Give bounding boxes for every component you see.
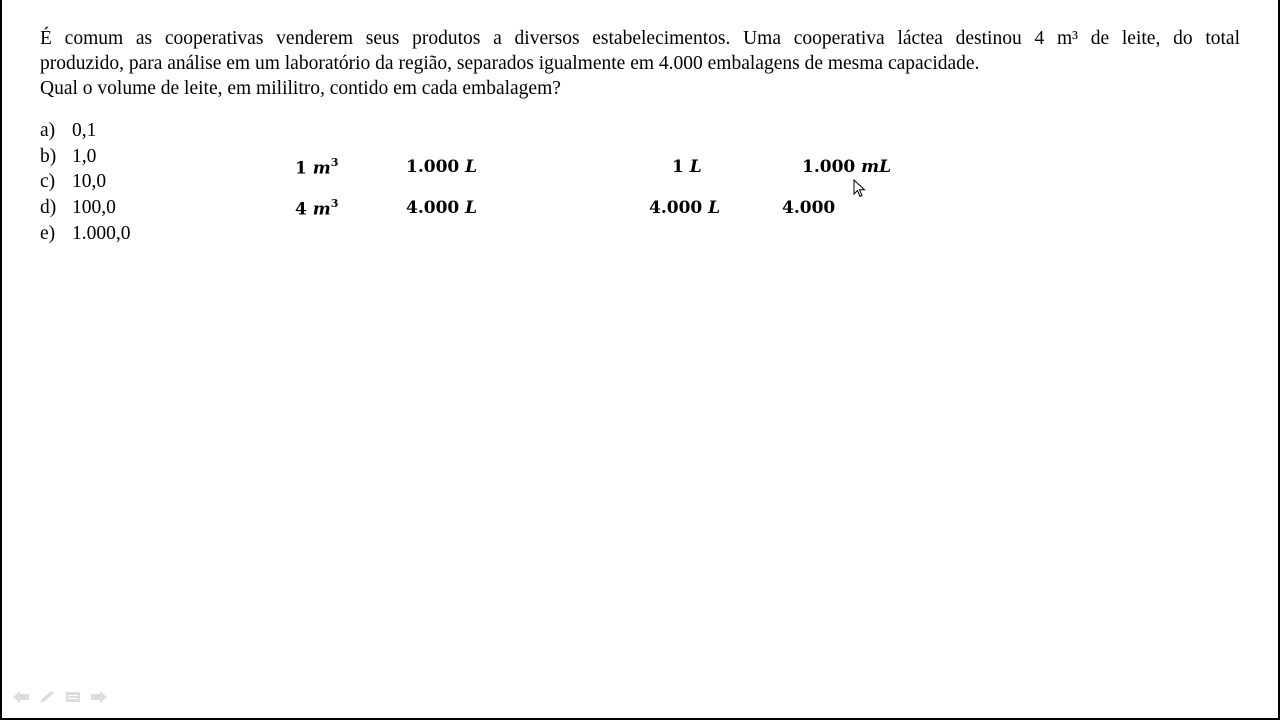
math-1-liter <box>672 157 702 177</box>
mouse-cursor-icon <box>853 179 867 199</box>
option-d[interactable] <box>40 195 131 221</box>
question-line-1: É comum as cooperativas venderem seus produtos a diversos estabelecimentos. Uma cooperativa láctea destinou 4 m³ de leite, do total <box>40 28 1240 49</box>
option-c[interactable] <box>40 169 131 195</box>
math-number: 1 <box>672 157 684 177</box>
question-line-3: Qual o volume de leite, em mililitro, contido em cada embalagem? <box>40 78 561 99</box>
math-1000-liters <box>406 157 477 177</box>
math-1000-milliliters <box>802 157 891 177</box>
math-number: 1.000 <box>406 157 460 177</box>
math-4000-liters-right <box>649 198 720 218</box>
question-text <box>40 26 1240 101</box>
math-exponent: 3 <box>330 197 339 210</box>
answer-options <box>40 118 131 247</box>
option-e[interactable] <box>40 221 131 247</box>
math-unit: L <box>708 198 721 218</box>
pen-icon[interactable] <box>38 690 56 704</box>
math-number: 4.000 <box>649 198 703 218</box>
option-letter: e) <box>40 222 56 244</box>
option-value: 0,1 <box>72 120 97 141</box>
math-unit: L <box>465 198 478 218</box>
option-value: 1.000,0 <box>72 222 131 244</box>
option-letter: a) <box>40 120 56 141</box>
option-a[interactable] <box>40 118 131 144</box>
question-line-2: produzido, para análise em um laboratório da região, separados igualmente em 4.000 embalagens de mesma capacidade. <box>40 53 980 74</box>
math-number: 4 <box>295 199 307 220</box>
arrow-left-icon[interactable] <box>12 690 30 704</box>
slide-canvas <box>2 0 1278 718</box>
math-4-cubic-meters <box>295 198 338 220</box>
math-unit: mL <box>861 157 892 177</box>
option-value: 100,0 <box>72 197 116 219</box>
math-number: 1.000 <box>802 157 856 177</box>
option-letter: c) <box>40 171 56 193</box>
slideshow-nav <box>12 690 108 704</box>
arrow-right-icon[interactable] <box>90 690 108 704</box>
option-b[interactable] <box>40 144 131 170</box>
menu-icon[interactable] <box>64 690 82 704</box>
option-letter: b) <box>40 145 57 167</box>
option-value: 10,0 <box>72 171 107 193</box>
math-number: 4.000 <box>406 198 460 218</box>
option-letter: d) <box>40 197 57 219</box>
math-4000-liters <box>406 198 477 218</box>
math-exponent: 3 <box>330 156 339 169</box>
math-number: 4.000 <box>782 198 836 218</box>
math-4000-packages <box>782 198 835 218</box>
math-unit: m <box>312 199 331 220</box>
math-number: 1 <box>295 158 307 179</box>
math-1-cubic-meter <box>295 157 338 179</box>
math-unit: L <box>465 157 478 177</box>
math-unit: L <box>689 157 702 177</box>
math-unit: m <box>312 158 331 179</box>
option-value: 1,0 <box>72 145 97 167</box>
